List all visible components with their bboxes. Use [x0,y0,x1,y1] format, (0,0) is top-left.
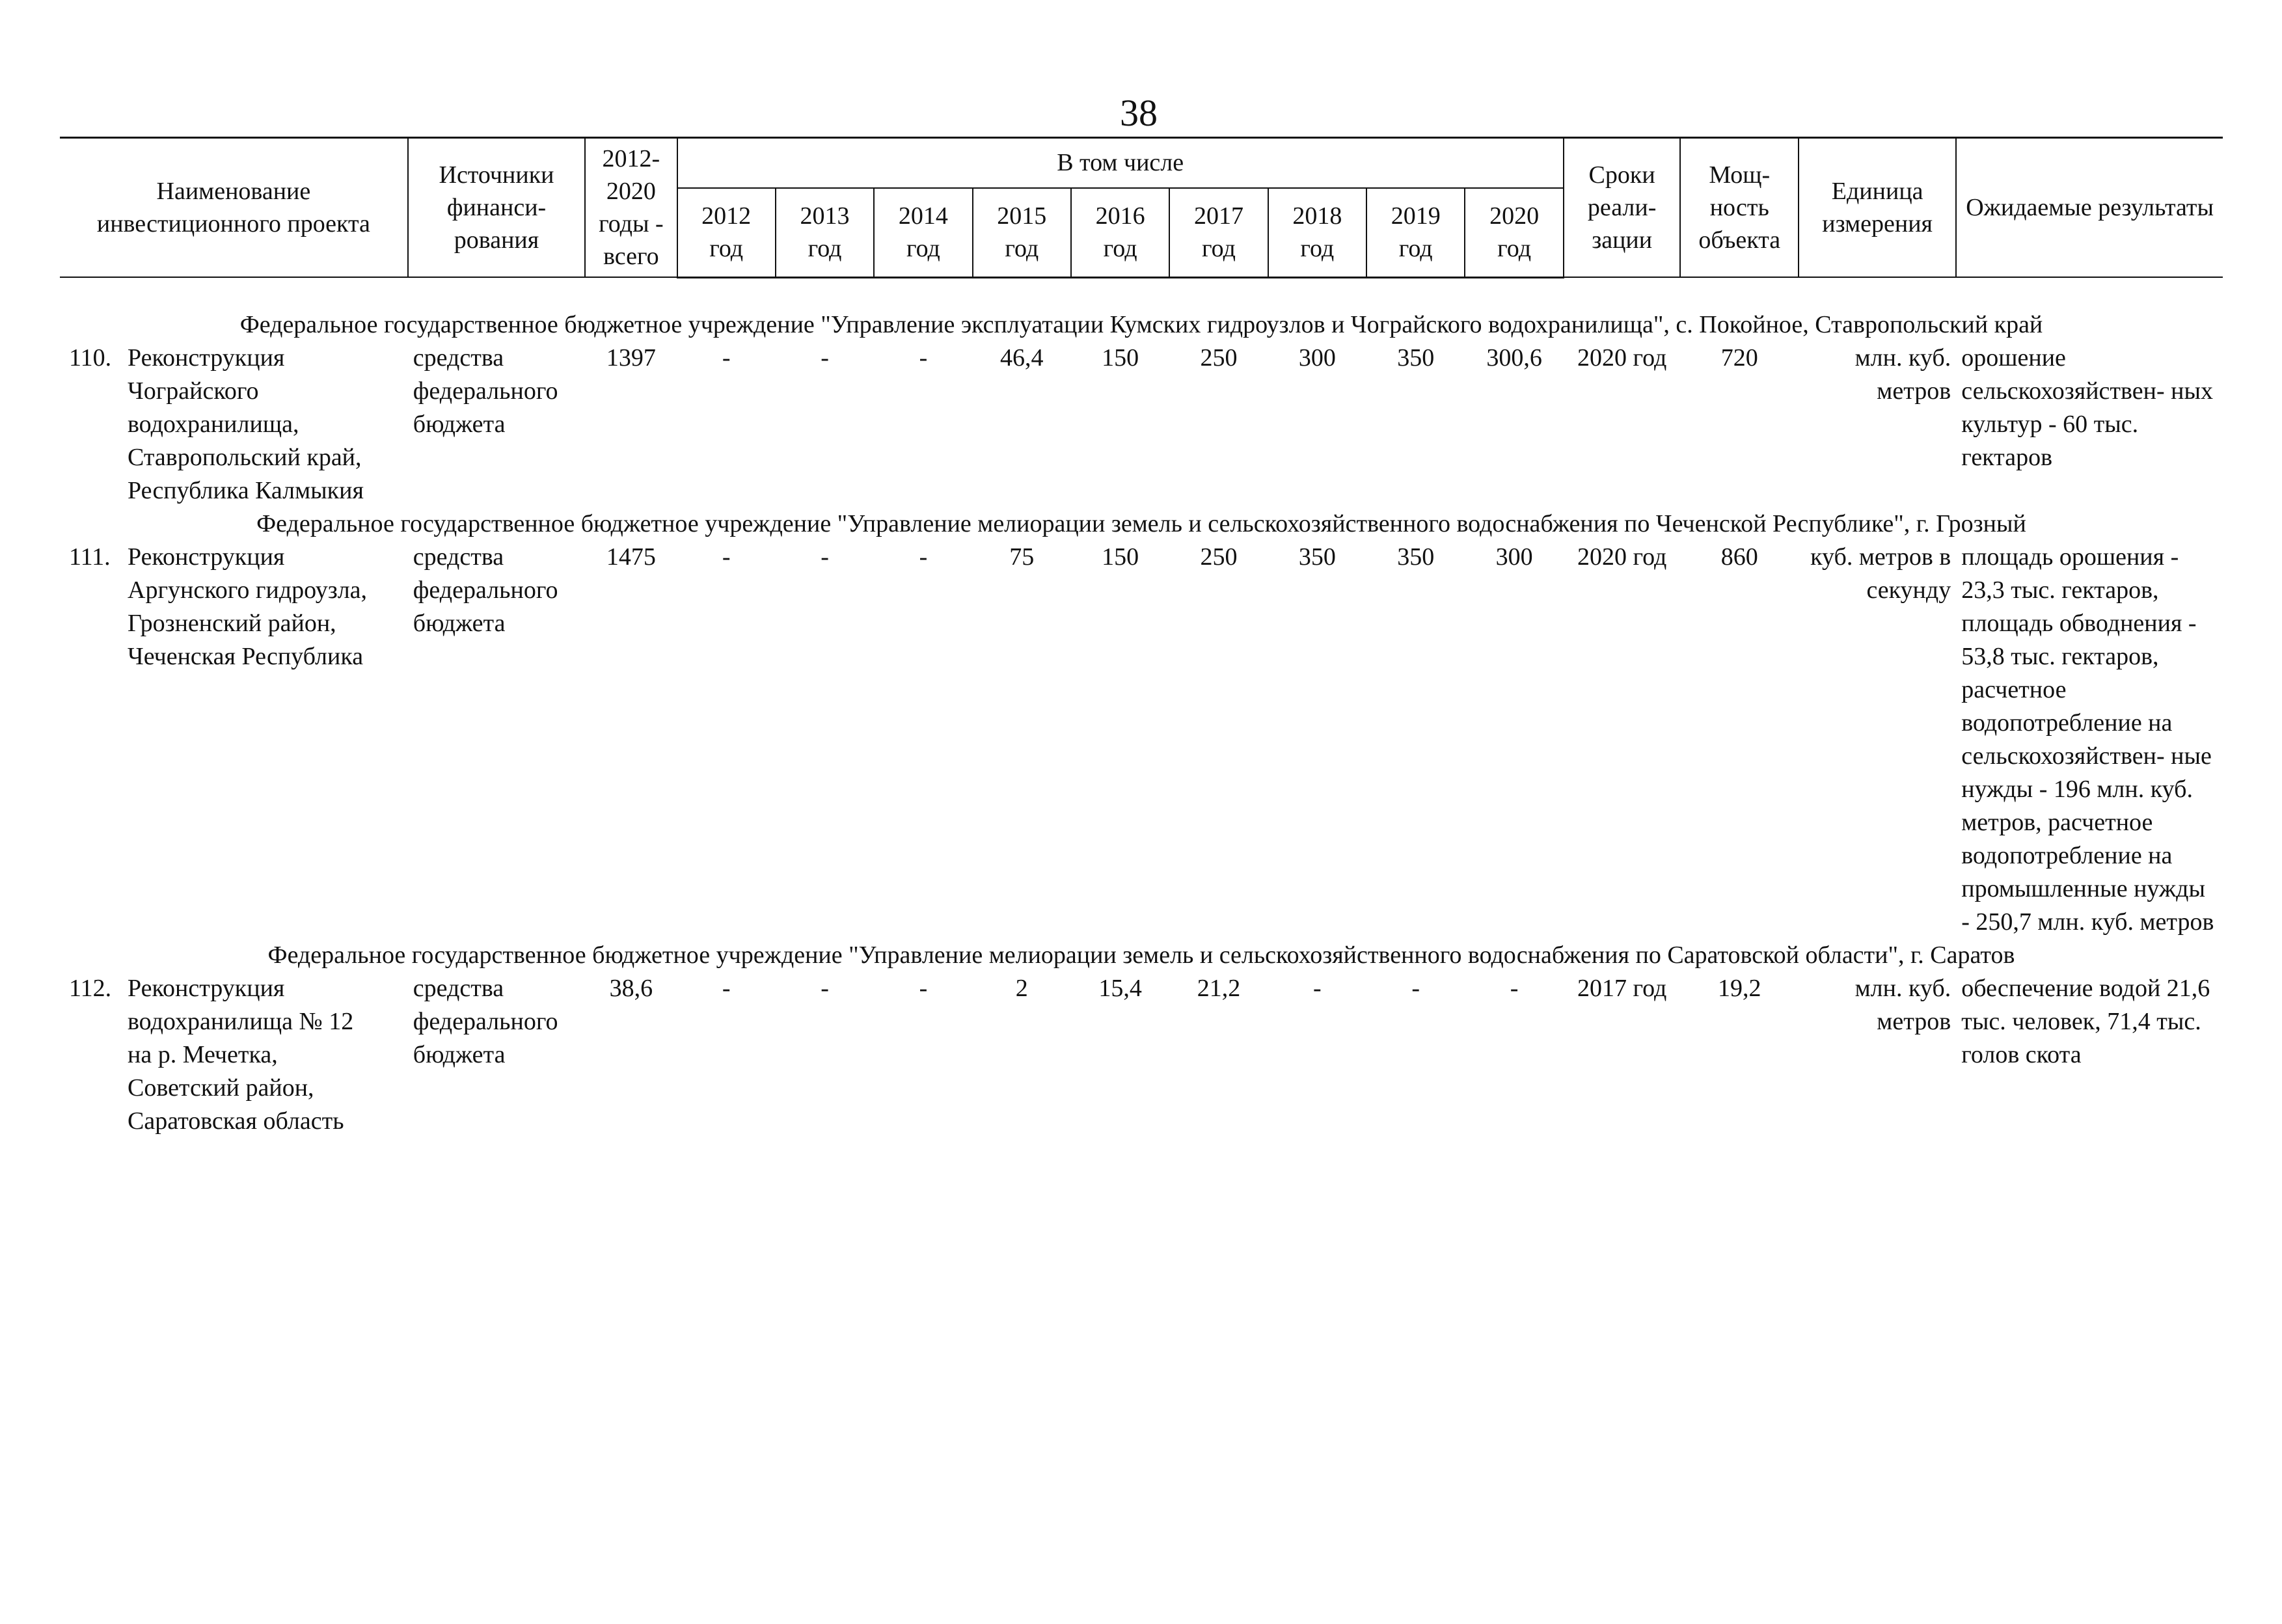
header-project-name: Наименование инвестиционного проекта [60,138,408,278]
header-total: 2012- 2020 годы - всего [585,138,677,278]
header-year-value: 2012 [701,202,752,230]
project-number: 111. [69,543,111,571]
spacer-row [60,277,2223,308]
header-year-2016 [1071,188,1169,277]
capacity: 860 [1720,543,1758,571]
page-number: 38 [1120,92,1158,134]
header-expected-results: Ожидаемые результаты [1956,138,2223,278]
header-year-value: 2016 [1095,202,1145,230]
deadline: 2017 год [1577,974,1667,1002]
header-year-2012 [677,188,776,277]
year-value-2020: - [1510,974,1519,1002]
project-number: 112. [69,974,112,1002]
year-value-2020: 300,6 [1486,344,1542,372]
year-value-2019: 350 [1397,543,1435,571]
expected-results: обеспечение водой 21,6 тыс. человек, 71,4 тыс. голов скота [1961,974,2210,1068]
year-value-2020: 300 [1495,543,1533,571]
section-title: Федеральное государственное бюджетное учреждение "Управление мелиорации земель и сельскохозяйственного водоснабжения по Чеченской Республике", г. Грозный [256,509,2026,537]
header-year-unit: год [1103,235,1137,263]
header-year-unit: год [1300,235,1335,263]
year-value-2019: - [1411,974,1420,1002]
spacer-cell [60,277,2223,308]
year-value-2016: 150 [1102,344,1139,372]
header-year-2015 [973,188,1071,277]
header-year-value: 2015 [997,202,1047,230]
expected-results: площадь орошения - 23,3 тыс. гектаров, площадь обводнения - 53,8 тыс. гектаров, расчетное водопотребление на сельскохозяйствен- ные нужды - 196 млн. куб. метров, расчетное водопотребление на промышленные нужды - 250,7 млн. куб. метров [1961,543,2214,936]
project-name-cell [60,541,408,939]
capacity: 720 [1720,344,1758,372]
header-including: В том числе [677,138,1564,188]
unit-of-measure: млн. куб. метров [1854,344,1951,405]
header-year-unit: год [1202,235,1236,263]
header-year-value: 2018 [1292,202,1342,230]
header-year-unit: год [1398,235,1433,263]
header-funding-source: Источники финанси- рования [408,138,585,278]
project-name: Реконструкция водохранилища № 12 на р. Мечетка, Советский район, Саратовская область [128,974,354,1135]
project-number: 110. [69,344,112,372]
project-row [60,972,2223,1138]
project-name-cell [60,972,408,1138]
header-year-unit: год [808,235,842,263]
year-value-2014: - [919,974,928,1002]
section-title: Федеральное государственное бюджетное учреждение "Управление мелиорации земель и сельскохозяйственного водоснабжения по Саратовской области", г. Саратов [267,941,2015,969]
header-year-2017 [1169,188,1268,277]
investment-projects-table [60,137,2223,1138]
project-name-cell [60,342,408,508]
header-deadline: Сроки реали- зации [1564,138,1681,278]
year-value-2019: 350 [1397,344,1435,372]
capacity: 19,2 [1718,974,1761,1002]
section-title: Федеральное государственное бюджетное учреждение "Управление эксплуатации Кумских гидроузлов и Чограйского водохранилища", с. Покойное, Ставропольский край [239,310,2043,338]
funding-source: средства федерального бюджета [413,344,558,438]
project-name: Реконструкция Чограйского водохранилища, Ставропольский край, Республика Калмыкия [128,344,364,504]
year-value-2014: - [919,543,928,571]
year-value-2013: - [821,974,829,1002]
year-value-2017: 250 [1200,543,1238,571]
year-value-2016: 150 [1102,543,1139,571]
year-value-2018: 300 [1298,344,1336,372]
header-year-unit: год [1497,235,1532,263]
expected-results: орошение сельскохозяйствен- ных культур - 60 тыс. гектаров [1961,344,2213,471]
header-year-2019 [1366,188,1465,277]
year-value-2015: 46,4 [1000,344,1044,372]
section-header-row [60,508,2223,541]
table-body [60,277,2223,1138]
header-capacity: Мощ- ность объекта [1680,138,1799,278]
header-year-value: 2013 [800,202,850,230]
year-value-2012: - [722,974,731,1002]
unit-of-measure: куб. метров в секунду [1810,543,1951,604]
section-header-row [60,308,2223,342]
year-value-2018: 350 [1298,543,1336,571]
year-value-2015: 75 [1009,543,1035,571]
project-row [60,541,2223,939]
year-value-2016: 15,4 [1098,974,1142,1002]
deadline: 2020 год [1577,344,1667,372]
year-value-2012: - [722,543,731,571]
section-header-row [60,939,2223,972]
total-amount: 1475 [606,543,656,571]
header-year-value: 2017 [1193,202,1243,230]
project-name: Реконструкция Аргунского гидроузла, Грозненский район, Чеченская Республика [128,543,368,670]
year-value-2013: - [821,344,829,372]
table-header [60,138,2223,278]
header-year-unit: год [906,235,940,263]
header-year-unit: год [709,235,744,263]
total-amount: 38,6 [609,974,653,1002]
header-year-2018 [1268,188,1366,277]
year-value-2012: - [722,344,731,372]
header-year-value: 2019 [1391,202,1441,230]
header-year-2013 [776,188,874,277]
year-value-2015: 2 [1015,974,1028,1002]
header-year-2020 [1465,188,1563,277]
header-unit: Единица измерения [1799,138,1956,278]
year-value-2017: 250 [1200,344,1238,372]
total-amount: 1397 [606,344,656,372]
year-value-2017: 21,2 [1197,974,1241,1002]
header-year-2014 [874,188,972,277]
deadline: 2020 год [1577,543,1667,571]
header-year-value: 2014 [898,202,948,230]
project-row [60,342,2223,508]
unit-of-measure: млн. куб. метров [1854,974,1951,1035]
year-value-2018: - [1313,974,1322,1002]
funding-source: средства федерального бюджета [413,543,558,637]
funding-source: средства федерального бюджета [413,974,558,1068]
year-value-2014: - [919,344,928,372]
header-year-unit: год [1005,235,1039,263]
year-value-2013: - [821,543,829,571]
header-year-value: 2020 [1489,202,1540,230]
